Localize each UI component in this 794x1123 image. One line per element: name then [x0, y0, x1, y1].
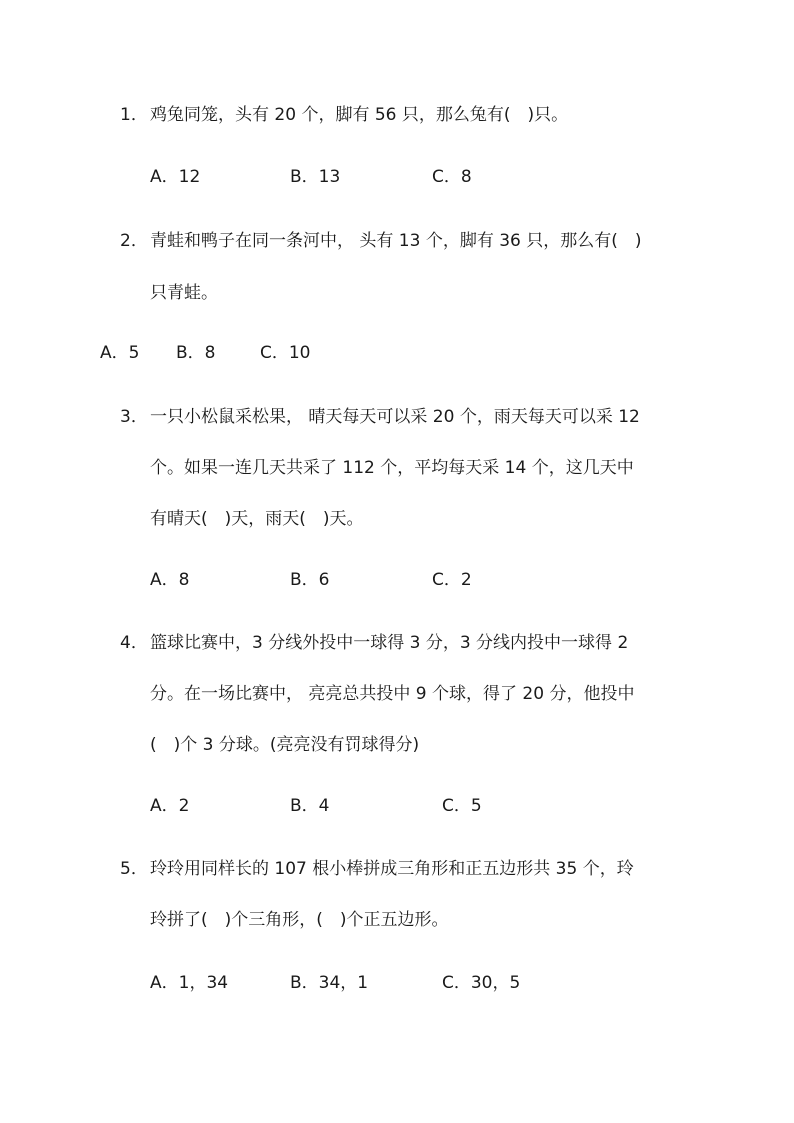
question-1-option-a: A．12	[150, 167, 201, 187]
question-4-option-a: A．2	[150, 796, 190, 816]
question-2-option-c: C．10	[260, 343, 311, 363]
question-5-option-c: C．30，5	[442, 973, 521, 993]
question-3-option-a: A．8	[150, 570, 190, 590]
question-1-option-b: B．13	[290, 167, 341, 187]
question-4-option-b: B．4	[290, 796, 330, 816]
question-3-line-1: 一只小松鼠采松果， 晴天每天可以采 20 个，雨天每天可以采 12	[150, 407, 640, 427]
question-1-number: 1．	[120, 105, 148, 125]
question-1-option-c: C．8	[432, 167, 472, 187]
question-5-number: 5．	[120, 859, 148, 879]
question-3-line-2: 个。如果一连几天共采了 112 个，平均每天采 14 个，这几天中	[150, 458, 634, 478]
question-5-option-b: B．34，1	[290, 973, 369, 993]
question-2-line-2: 只青蛙。	[150, 283, 218, 303]
question-3-option-b: B．6	[290, 570, 330, 590]
question-5-option-a: A．1，34	[150, 973, 229, 993]
question-3-option-c: C．2	[432, 570, 472, 590]
question-4-line-3: ( )个 3 分球。(亮亮没有罚球得分)	[150, 735, 420, 755]
question-5-line-1: 玲玲用同样长的 107 根小棒拼成三角形和正五边形共 35 个，玲	[150, 859, 634, 879]
question-3-line-3: 有晴天( )天，雨天( )天。	[150, 509, 364, 529]
question-2-option-b: B．8	[176, 343, 216, 363]
question-2-number: 2．	[120, 231, 148, 251]
question-4-option-c: C．5	[442, 796, 482, 816]
question-3-number: 3．	[120, 407, 148, 427]
question-5-line-2: 玲拼了( )个三角形，( )个正五边形。	[150, 910, 449, 930]
question-4-number: 4．	[120, 633, 148, 653]
question-4-line-2: 分。在一场比赛中， 亮亮总共投中 9 个球，得了 20 分，他投中	[150, 684, 635, 704]
question-1-line-1: 鸡兔同笼，头有 20 个，脚有 56 只，那么兔有( )只。	[150, 105, 569, 125]
question-2-option-a: A．5	[100, 343, 140, 363]
question-2-line-1: 青蛙和鸭子在同一条河中， 头有 13 个，脚有 36 只，那么有( )	[150, 231, 642, 251]
question-4-line-1: 篮球比赛中，3 分线外投中一球得 3 分，3 分线内投中一球得 2	[150, 633, 629, 653]
